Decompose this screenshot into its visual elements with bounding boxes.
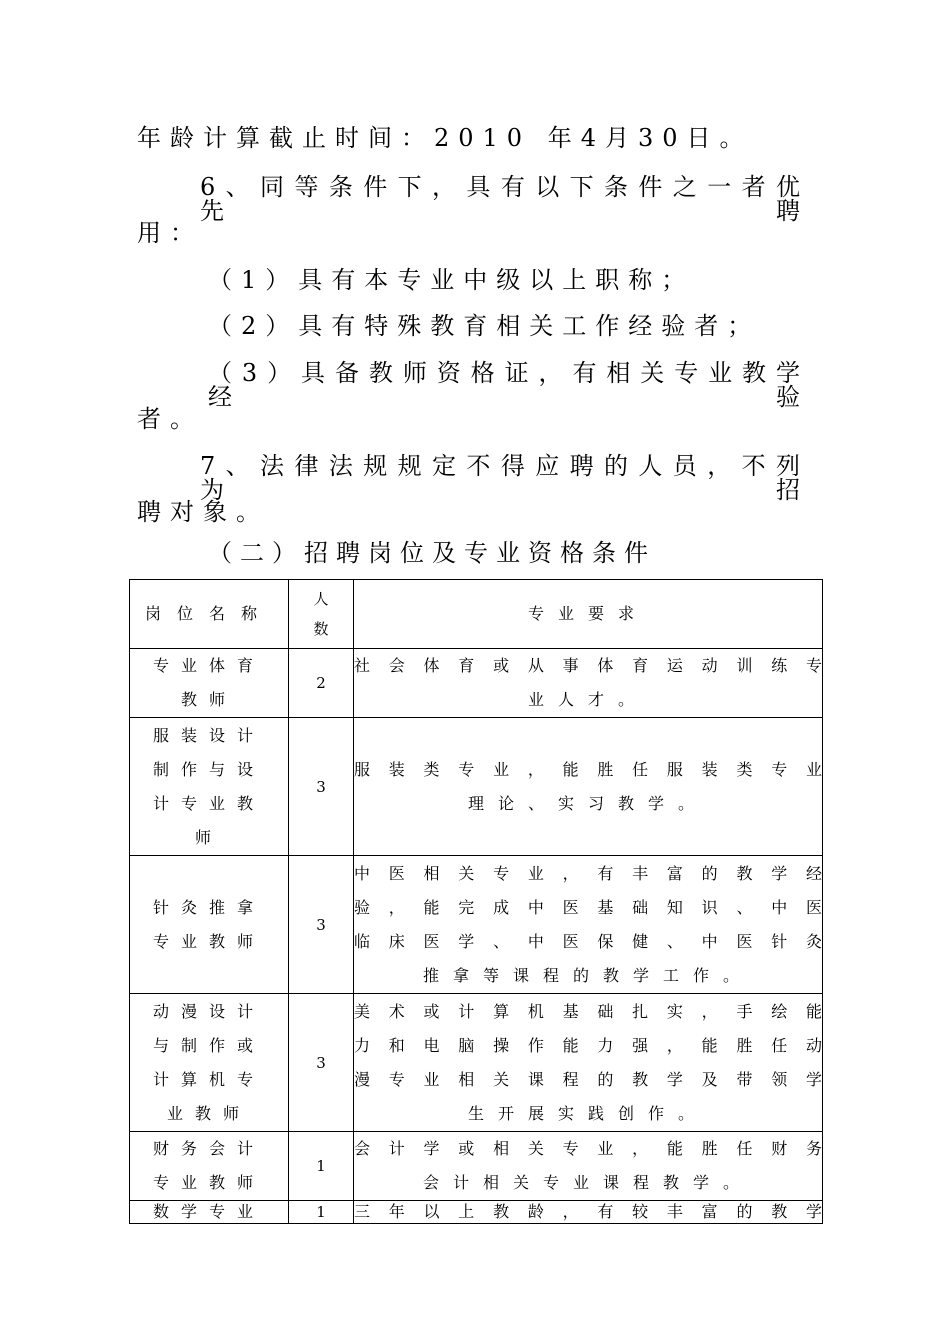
item6-sub1: （1）具有本专业中级以上职称；	[208, 266, 695, 294]
requirement-cell	[354, 649, 823, 718]
item6-sub3: （3）具备教师资格证，有相关专业教学经验	[208, 359, 809, 411]
count-cell: 3	[289, 718, 354, 856]
item6-sub2: （2）具有特殊教育相关工作经验者；	[208, 312, 761, 340]
requirement-line: 会计学或相关专业，能胜任财务	[354, 1139, 822, 1158]
table-row	[130, 994, 823, 1132]
requirement-cell	[354, 994, 823, 1132]
position-line: 制作与设	[152, 759, 265, 779]
position-line: 计专业教	[152, 793, 265, 813]
requirement-cell	[354, 718, 823, 856]
position-cell	[130, 1132, 289, 1201]
requirement-line: 验，能完成中医基础知识、中医	[354, 897, 822, 917]
table-row	[130, 1201, 823, 1224]
position-line: 专业体育	[152, 656, 265, 675]
item6-sub3-cont: 者。	[137, 405, 203, 433]
requirement-line: 生开展实践创作。	[467, 1103, 708, 1123]
table-row	[130, 1132, 823, 1201]
requirement-line: 服装类专业，能胜任服装类专业	[354, 759, 822, 779]
position-line: 业教师	[166, 1103, 251, 1123]
position-line: 专业教师	[152, 931, 265, 951]
requirement-line: 推拿等课程的教学工作。	[422, 965, 753, 985]
header-count	[289, 580, 354, 649]
table-header-row	[130, 580, 823, 649]
requirement-cell	[354, 1132, 823, 1201]
count-cell: 3	[289, 856, 354, 994]
position-cell	[130, 1201, 289, 1224]
position-cell	[130, 718, 289, 856]
count-cell: 2	[289, 649, 354, 718]
requirement-line: 会计相关专业课程教学。	[422, 1173, 753, 1192]
header-count-line1: 人	[313, 590, 329, 608]
requirement-line: 美术或计算机基础扎实，手绘能	[354, 1001, 822, 1021]
header-requirement: 专业要求	[354, 580, 823, 649]
position-line: 与制作或	[152, 1035, 265, 1055]
position-line: 财务会计	[152, 1139, 265, 1158]
table-row	[130, 856, 823, 994]
position-cell	[130, 856, 289, 994]
requirement-line: 理论、实习教学。	[467, 793, 708, 813]
requirement-line: 社会体育或从事体育运动训练专	[354, 656, 822, 675]
count-cell: 1	[289, 1201, 354, 1224]
count-cell: 1	[289, 1132, 354, 1201]
position-line: 教师	[180, 690, 237, 709]
item6-text: 6、同等条件下，具有以下条件之一者优先聘	[200, 173, 809, 225]
requirement-line: 漫专业相关课程的教学及带领学	[354, 1069, 822, 1089]
header-position: 岗位名称	[130, 580, 289, 649]
position-line: 服装设计	[152, 725, 265, 745]
position-cell	[130, 994, 289, 1132]
position-line: 数学专业	[152, 1202, 265, 1221]
requirement-cell	[354, 856, 823, 994]
positions-table	[129, 579, 823, 1224]
position-cell	[130, 649, 289, 718]
section-title: （二）招聘岗位及专业资格条件	[208, 539, 656, 567]
position-line: 动漫设计	[152, 1001, 265, 1021]
item6-text-cont: 用：	[137, 219, 203, 247]
requirement-line: 中医相关专业，有丰富的教学经	[354, 863, 822, 883]
requirement-line: 三年以上教龄，有较丰富的教学	[354, 1202, 822, 1221]
requirement-line: 临床医学、中医保健、中医针灸	[354, 931, 822, 951]
count-cell: 3	[289, 994, 354, 1132]
header-count-line2: 数	[313, 620, 329, 638]
table-row	[130, 718, 823, 856]
position-line: 师	[194, 827, 223, 847]
requirement-line: 业人才。	[527, 690, 648, 709]
position-line: 针灸推拿	[152, 897, 265, 917]
position-line: 计算机专	[152, 1069, 265, 1089]
requirement-cell	[354, 1201, 823, 1224]
item7-text-cont: 聘对象。	[137, 498, 269, 526]
requirement-line: 力和电脑操作能力强，能胜任动	[354, 1035, 822, 1055]
position-line: 专业教师	[152, 1173, 265, 1192]
age-cutoff-text: 年龄计算截止时间：2010 年4月30日。	[137, 124, 753, 152]
table-row	[130, 649, 823, 718]
item7-text: 7、法律法规规定不得应聘的人员，不列为招	[200, 452, 809, 504]
